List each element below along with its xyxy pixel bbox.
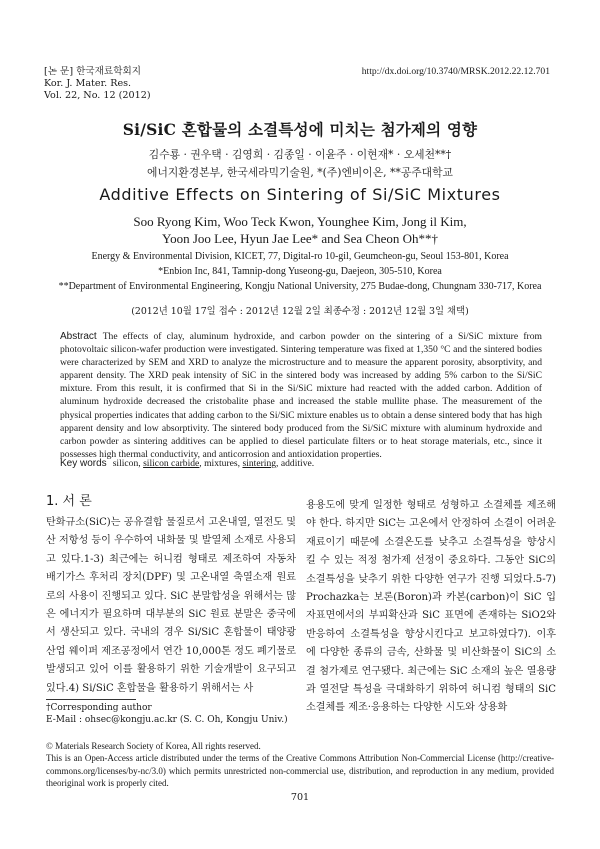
authors-english — [0, 213, 600, 247]
affiliation-korean: 에너지환경본부, 한국세라믹기술원, *(주)엔비이온, **공주대학교 — [147, 166, 453, 179]
journal-section-label: [논 문] 한국재료학회지 — [44, 66, 141, 77]
corresponding-author-note: †Corresponding author — [46, 703, 152, 713]
journal-header — [44, 66, 151, 102]
title-korean: Si/SiC 혼합물의 소결특성에 미치는 첨가제의 영향 — [122, 120, 478, 139]
keywords-label: Key words — [60, 458, 107, 469]
journal-volume: Vol. 22, No. 12 (2012) — [44, 90, 151, 101]
keyword-link[interactable]: silicon carbide — [143, 458, 200, 469]
received-dates: (2012년 10월 17일 접수 : 2012년 12월 2일 최종수정 : 2012년 12월 3일 채택) — [131, 306, 469, 317]
section-heading-introduction: 1. 서 론 — [46, 494, 92, 509]
journal-name: Kor. J. Mater. Res. — [44, 78, 132, 89]
affiliation-line: *Enbion Inc, 841, Tamnip-dong Yuseong-gu, Daejeon, 305-510, Korea — [158, 266, 442, 277]
license-block — [46, 740, 554, 790]
authors-english-line1: Soo Ryong Kim, Woo Teck Kwon, Younghee Kim, Jong il Kim, — [133, 214, 467, 229]
affiliation-line: Energy & Environmental Division, KICET, 77, Digital-ro 10-gil, Geumcheon-gu, Seoul 153-801, Korea — [91, 251, 509, 262]
affiliations-english — [0, 249, 600, 294]
keywords — [60, 458, 314, 469]
abstract — [60, 330, 542, 461]
keyword-text: silicon, — [112, 458, 144, 469]
doi-link[interactable]: http://dx.doi.org/10.3740/MRSK.2012.22.12.701 — [361, 66, 550, 77]
affiliation-line: **Department of Environmental Engineering, Kongju National University, 275 Budae-dong, Chungnam 330-717, Korea — [58, 281, 542, 292]
title-english: Additive Effects on Sintering of Si/SiC Mixtures — [99, 185, 501, 204]
author-email: E-Mail : ohsec@kongju.ac.kr (S. C. Oh, Kongju Univ.) — [46, 715, 288, 725]
authors-korean: 김수룡 · 권우택 · 김영희 · 김종일 · 이윤주 · 이현재* · 오세천**† — [148, 148, 452, 161]
abstract-text: The effects of clay, aluminum hydroxide, and carbon powder on the sintering of a Si/SiC mixture from photovoltaic silicon-wafer production were investigated. Sintering temperature was fixed at 1,350 °C and the sintered bodies were characterized by SEM and XRD to analyze the microstructure and to measure the apparent porosity, absorptivity, and apparent density. The XRD peak intensity of SiC in the sintered body was increased by adding 5% carbon to the Si/SiC mixture. From this result, it is confirmed that Si in the Si/SiC mixture had reacted with the added carbon. Addition of aluminum hydroxide decreased the cristobalite phase and increased the stable mullite phase. The measurement of the physical properties indicates that adding carbon to the Si/SiC mixture enables us to obtain a dense sintered body that has high apparent density and low absorptivity. The sintered body produced from the Si/SiC mixture with aluminum hydroxide and carbon powder as sintering additives can be applied to diesel particulate filters or to heat storage materials, etc., since it possesses high thermal conductivity, and anticorrosion and antioxidation properties. — [60, 331, 542, 460]
body-paragraph: 용용도에 맞게 일정한 형태로 성형하고 소결체를 제조해야 한다. 하지만 SiC는 고온에서 안정하여 소결이 어려운 재료이기 때문에 소결온도를 낮추고 소결특성을 향상시킬 수 있는 적정 첨가제 선정이 중요하다. 그동안 SiC의 소결특성을 낮추기 위한 다양한 연구가 진행 되었다.5-7) Prochazka는 보론(Boron)과 카본(carbon)이 SiC 입자표면에서의 부피확산과 SiC 표면에 존재하는 SiO2와 반응하여 소결특성을 향상시킨다고 보고하였다7). 이후에 다양한 종류의 금속, 산화물 및 비산화물이 SiC의 소결 첨가제로 연구됐다. 최근에는 SiC 소재의 높은 열용량과 열전달 특성을 극대화하기 위하여 허니컴 형태의 SiC 소결체를 제조·응용하는 다양한 시도와 상용화 — [306, 500, 556, 714]
body-column-right — [306, 497, 556, 718]
authors-english-line2: Yoon Joo Lee, Hyun Jae Lee* and Sea Cheon Oh**† — [162, 231, 438, 246]
footnote-divider — [46, 699, 136, 700]
body-column-left — [46, 514, 296, 698]
page-number: 701 — [290, 792, 310, 803]
copyright-notice: © Materials Research Society of Korea, All rights reserved. — [46, 741, 261, 751]
keyword-text: , additive. — [276, 458, 315, 469]
license-text: This is an Open-Access article distributed under the terms of the Creative Commons Attribution Non-Commercial License (http://creative-commons.org/licenses/by-nc/3.0) which permits unrestricted non-commercial use, distribution, and reproduction in any medium, provided theoriginal work is properly cited. — [46, 753, 554, 789]
keyword-link[interactable]: sintering — [242, 458, 277, 469]
abstract-label: Abstract — [60, 331, 97, 342]
keyword-text: , mixtures, — [199, 458, 243, 469]
body-paragraph: 탄화규소(SiC)는 공유결합 물질로서 고온내열, 열전도 및 산 저항성 등이 우수하여 내화물 및 발열체 소재로 사용되고 있다.1-3) 최근에는 허니컴 형태로 제조하여 자동차 배기가스 후처리 장치(DPF) 및 고온내열 축열소재 원료로의 사용이 진행되고 있다. SiC 분말합성을 위해서는 많은 에너지가 필요하며 대부분의 SiC 원료 분말은 중국에서 생산되고 있다. 국내의 경우 Si/SiC 혼합물이 태양광산업 웨이퍼 제조공정에서 연간 10,000톤 정도 폐기물로 발생되고 있어 이를 활용하기 위한 기술개발이 요구되고 있다.4) Si/SiC 혼합물을 활용하기 위해서는 사 — [46, 517, 296, 694]
